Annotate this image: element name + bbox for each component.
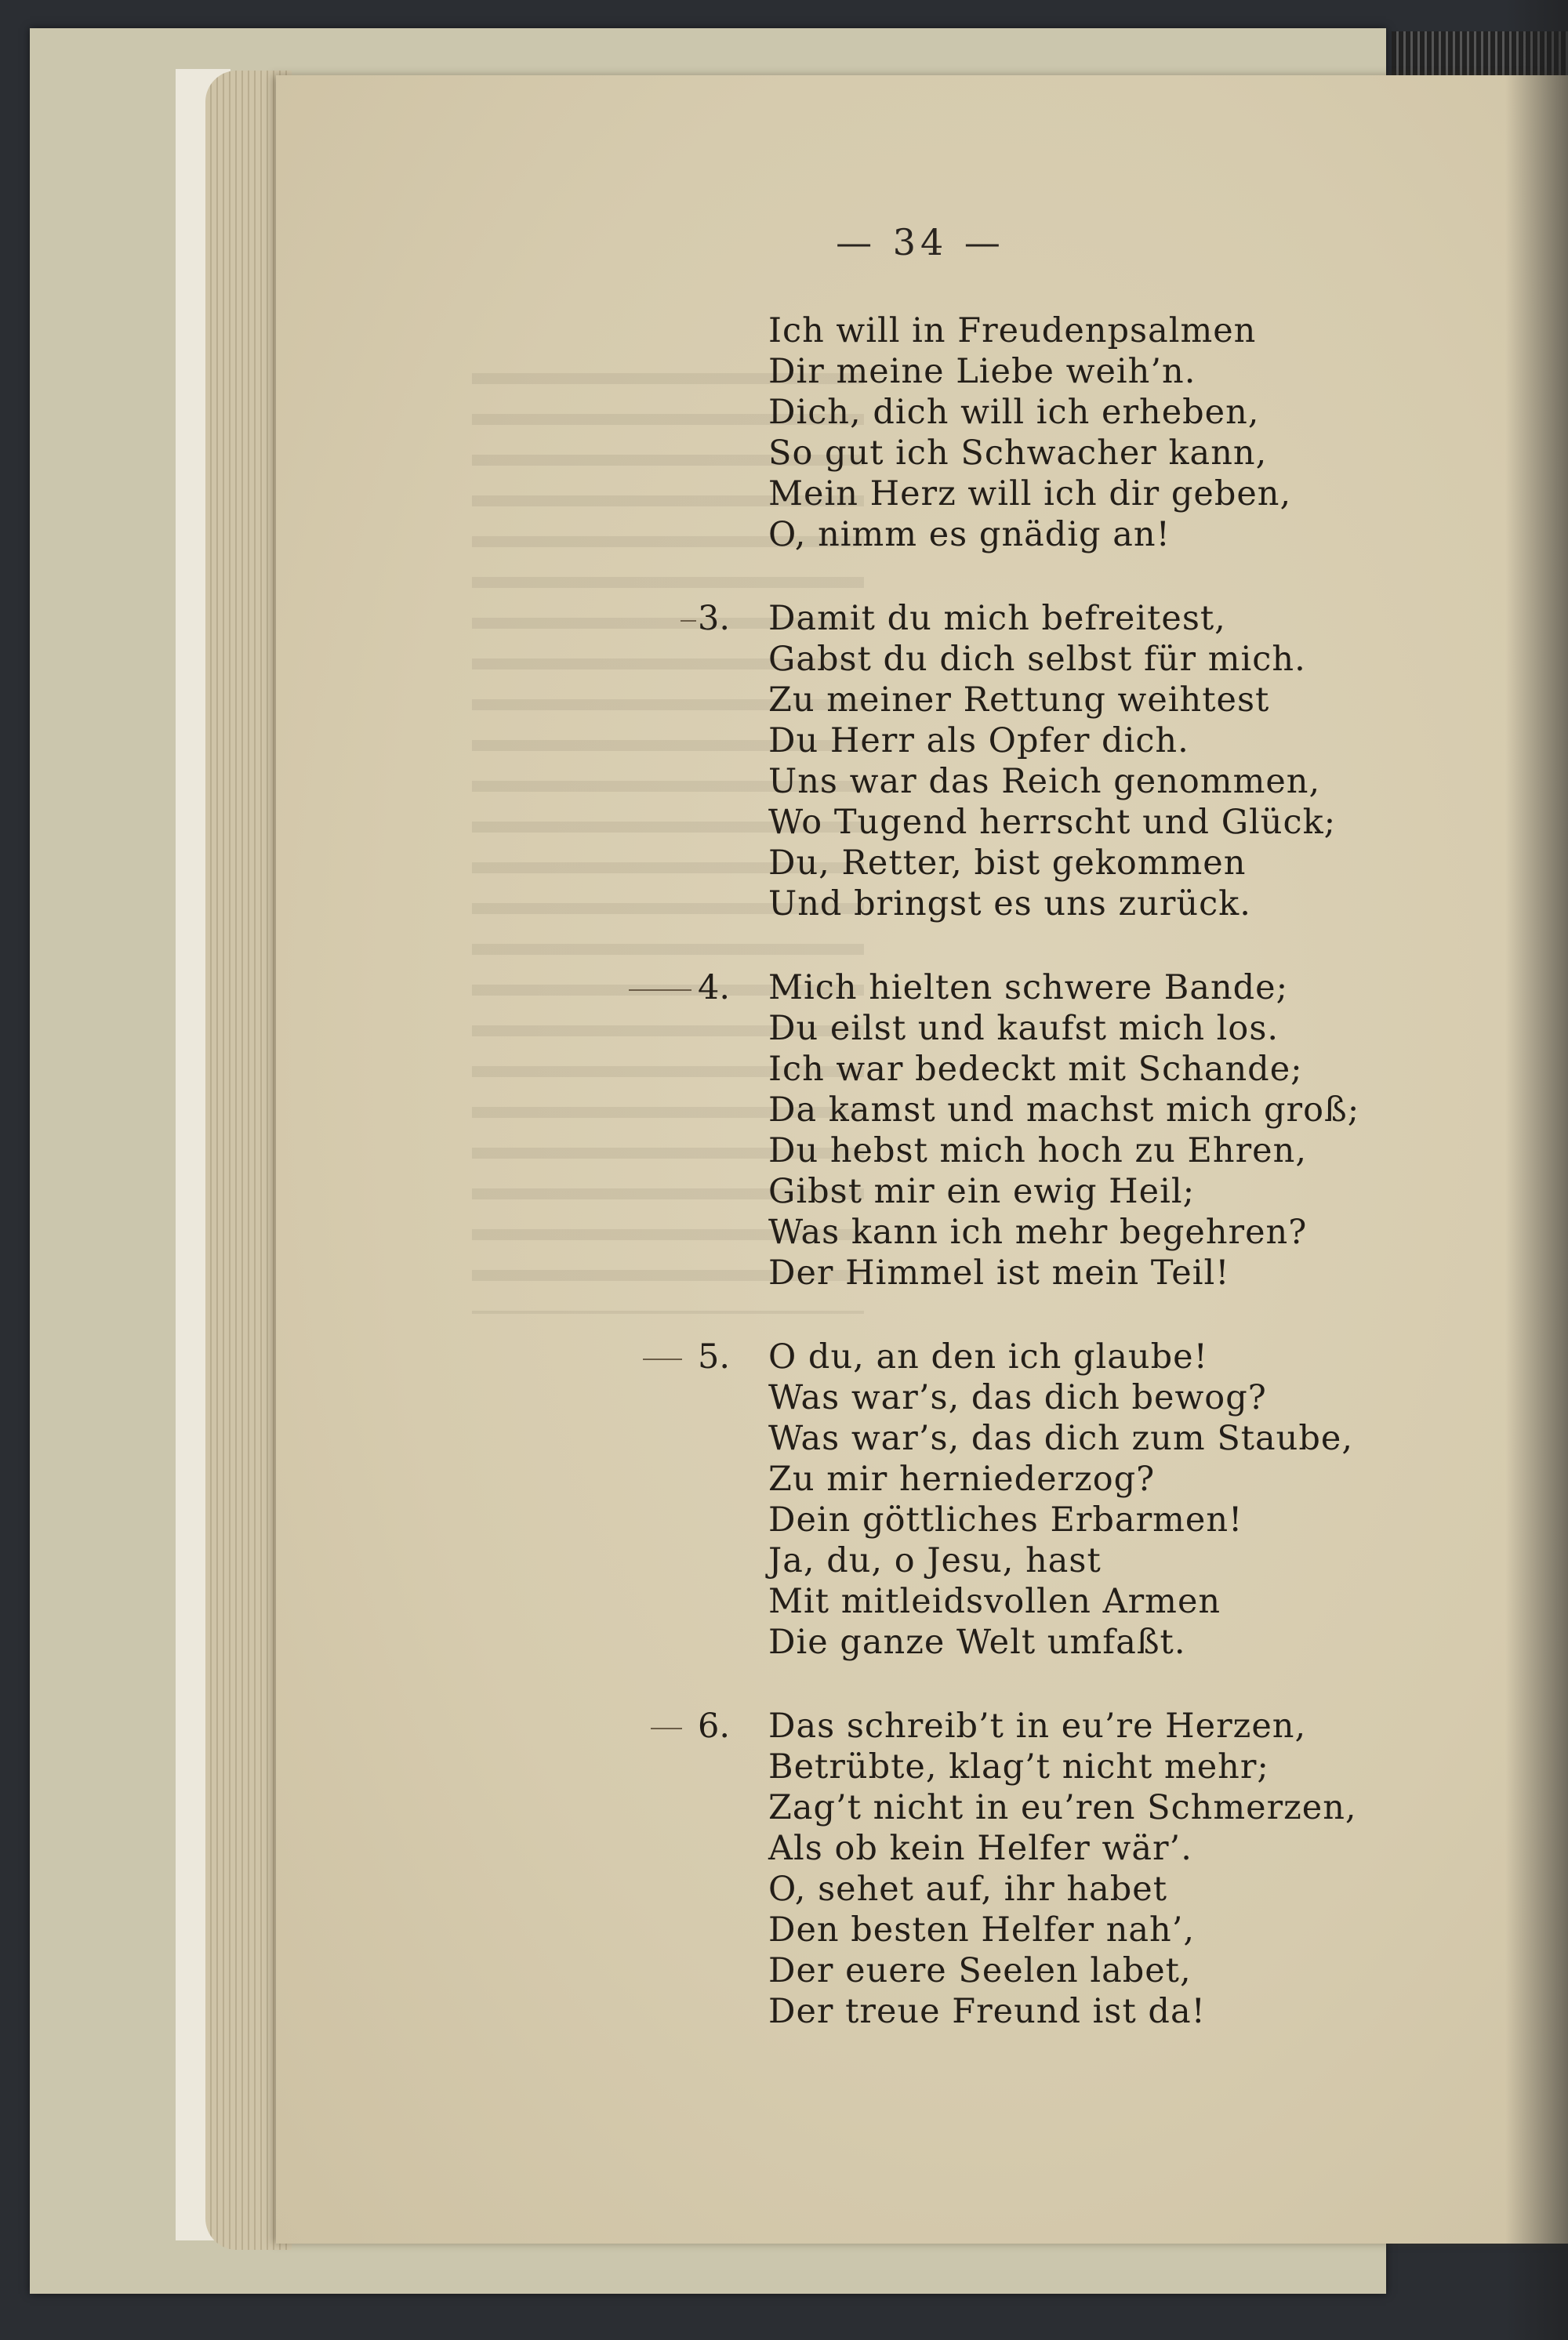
verse-line: Zu meiner Rettung weihtest	[768, 680, 1270, 720]
stanza	[698, 598, 1568, 924]
verse-line: Zu mir herniederzog?	[768, 1460, 1156, 1499]
stanza	[768, 310, 1568, 555]
verse-line: Du Herr als Opfer dich.	[768, 721, 1189, 760]
stanza-number: 3.	[698, 599, 731, 638]
hymn-text	[276, 310, 1568, 2075]
margin-mark	[651, 1728, 682, 1729]
verse-line: O, sehet auf, ihr habet	[768, 1870, 1167, 1909]
verse-line: Der euere Seelen labet,	[768, 1951, 1192, 1990]
verse-line: Zag’t nicht in eu’ren Schmerzen,	[768, 1788, 1357, 1827]
margin-mark	[643, 1359, 682, 1360]
verse-line: Mit mitleidsvollen Armen	[768, 1582, 1221, 1621]
stanza-number: 6.	[698, 1707, 731, 1746]
stanza	[698, 1337, 1568, 1663]
verse-line: Was kann ich mehr begehren?	[768, 1213, 1308, 1252]
verse-line: Was war’s, das dich zum Staube,	[768, 1419, 1354, 1458]
book-page	[276, 75, 1568, 2244]
verse-line: Ja, du, o Jesu, hast	[768, 1541, 1102, 1580]
verse-line: Der treue Freund ist da!	[768, 1992, 1206, 2031]
verse-line: Ich war bedeckt mit Schande;	[768, 1050, 1303, 1089]
verse-line: Gibst mir ein ewig Heil;	[768, 1172, 1196, 1211]
verse-line: Den besten Helfer nah’,	[768, 1910, 1196, 1950]
verse-line: Ich will in Freudenpsalmen	[768, 311, 1257, 350]
verse-line: Als ob kein Helfer wär’.	[768, 1829, 1192, 1868]
verse-line: O, nimm es gnädig an!	[768, 515, 1171, 554]
verse-line: Der Himmel ist mein Teil!	[768, 1253, 1230, 1293]
stanza	[698, 967, 1568, 1293]
verse-line: Dir meine Liebe weih’n.	[768, 352, 1196, 391]
verse-line: Betrübte, klag’t nicht mehr;	[768, 1747, 1269, 1787]
verse-line: Und bringst es uns zurück.	[768, 884, 1251, 923]
verse-line: Du eilst und kaufst mich los.	[768, 1009, 1279, 1048]
verse-line: O du, an den ich glaube!	[768, 1337, 1208, 1377]
verse-line: Wo Tugend herrscht und Glück;	[768, 803, 1337, 842]
margin-mark	[681, 620, 696, 622]
page-number: — 34 —	[836, 221, 1005, 263]
verse-line: Damit du mich befreitest,	[768, 599, 1226, 638]
verse-line: Dich, dich will ich erheben,	[768, 393, 1260, 432]
verse-line: Uns war das Reich genommen,	[768, 762, 1321, 801]
stanza-number: 4.	[698, 968, 731, 1007]
verse-line: Die ganze Welt umfaßt.	[768, 1623, 1186, 1662]
verse-line: Mich hielten schwere Bande;	[768, 968, 1289, 1007]
stanza-number: 5.	[698, 1337, 731, 1377]
verse-line: Was war’s, das dich bewog?	[768, 1378, 1267, 1417]
verse-line: Du, Retter, bist gekommen	[768, 843, 1247, 883]
right-edge-shadow	[1505, 0, 1568, 2340]
verse-line: Dein göttliches Erbarmen!	[768, 1500, 1243, 1540]
verse-line: Du hebst mich hoch zu Ehren,	[768, 1131, 1307, 1170]
verse-line: Das schreib’t in eu’re Herzen,	[768, 1707, 1307, 1746]
stanza	[698, 1706, 1568, 2032]
verse-line: So gut ich Schwacher kann,	[768, 434, 1268, 473]
verse-line: Mein Herz will ich dir geben,	[768, 474, 1292, 513]
verse-line: Gabst du dich selbst für mich.	[768, 640, 1306, 679]
margin-mark	[629, 989, 691, 991]
verse-line: Da kamst und machst mich groß;	[768, 1090, 1360, 1130]
